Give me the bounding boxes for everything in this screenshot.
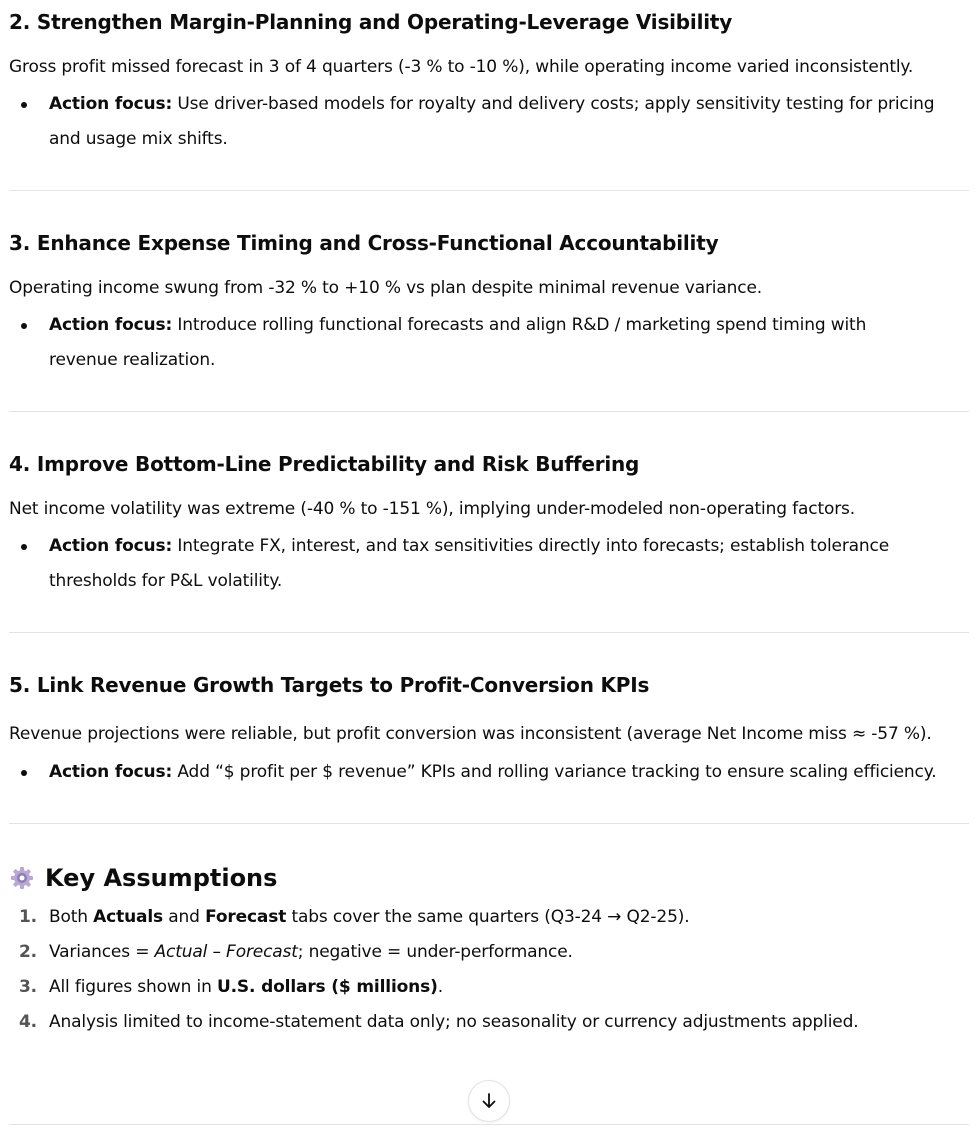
section-5 xyxy=(9,633,969,790)
list-item: 3. All figures shown in U.S. dollars ($ millions). xyxy=(19,977,443,997)
action-focus-label: Action focus: xyxy=(49,94,173,114)
key-assumptions-heading xyxy=(9,862,969,894)
arrow-down-icon xyxy=(479,1091,499,1111)
action-focus-text: Integrate FX, interest, and tax sensitivities directly into forecasts; establish tolerance thresholds for P&L volatility. xyxy=(49,536,890,591)
section-lead: Net income volatility was extreme (-40 % to -151 %), implying under-modeled non-operating factors. xyxy=(9,499,856,519)
action-focus-label: Action focus: xyxy=(49,762,173,782)
action-focus-label: Action focus: xyxy=(49,315,173,335)
bullet-list xyxy=(9,755,969,790)
bullet-dot xyxy=(21,323,27,329)
list-item: 1. Both Actuals and Forecast tabs cover the same quarters (Q3-24 → Q2-25). xyxy=(19,907,690,927)
list-item xyxy=(9,87,969,157)
key-assumptions xyxy=(9,824,969,1040)
action-focus-text: Add “$ profit per $ revenue” KPIs and rolling variance tracking to ensure scaling efficiency. xyxy=(172,762,937,782)
section-lead: Revenue projections were reliable, but profit conversion was inconsistent (average Net Income miss ≈ -57 %). xyxy=(9,724,932,744)
section-heading: 3. Enhance Expense Timing and Cross-Functional Accountability xyxy=(9,231,719,255)
section-lead: Operating income swung from -32 % to +10 % vs plan despite minimal revenue variance. xyxy=(9,278,763,298)
list-item: 2. Variances = Actual – Forecast; negative = under-performance. xyxy=(19,942,573,962)
section-heading: 2. Strengthen Margin-Planning and Operating-Leverage Visibility xyxy=(9,10,733,34)
list-item xyxy=(9,308,929,378)
section-lead: Gross profit missed forecast in 3 of 4 quarters (-3 % to -10 %), while operating income varied inconsistently. xyxy=(9,57,914,77)
bullet-dot xyxy=(21,102,27,108)
section-heading: 4. Improve Bottom-Line Predictability and Risk Buffering xyxy=(9,452,640,476)
list-item: 4. Analysis limited to income-statement data only; no seasonality or currency adjustments applied. xyxy=(19,1012,859,1032)
list-item xyxy=(9,529,929,599)
action-focus-label: Action focus: xyxy=(49,536,173,556)
divider xyxy=(9,1124,969,1125)
bullet-dot xyxy=(21,770,27,776)
response-content xyxy=(9,0,969,1040)
section-2 xyxy=(9,0,969,157)
assumptions-list xyxy=(9,900,969,1040)
action-focus-text: Introduce rolling functional forecasts and align R&D / marketing spend timing with revenue realization. xyxy=(49,315,867,370)
bullet-list xyxy=(9,308,969,378)
section-4 xyxy=(9,412,969,599)
bullet-dot xyxy=(21,544,27,550)
list-item xyxy=(9,755,978,790)
key-assumptions-title: Key Assumptions xyxy=(45,864,278,892)
bullet-list xyxy=(9,529,969,599)
gear-icon xyxy=(9,865,35,891)
bullet-list xyxy=(9,87,969,157)
section-3 xyxy=(9,191,969,378)
scroll-to-bottom-button[interactable] xyxy=(468,1080,510,1122)
section-heading: 5. Link Revenue Growth Targets to Profit-Conversion KPIs xyxy=(9,673,650,697)
action-focus-text: Use driver-based models for royalty and delivery costs; apply sensitivity testing for pricing and usage mix shifts. xyxy=(49,94,935,149)
